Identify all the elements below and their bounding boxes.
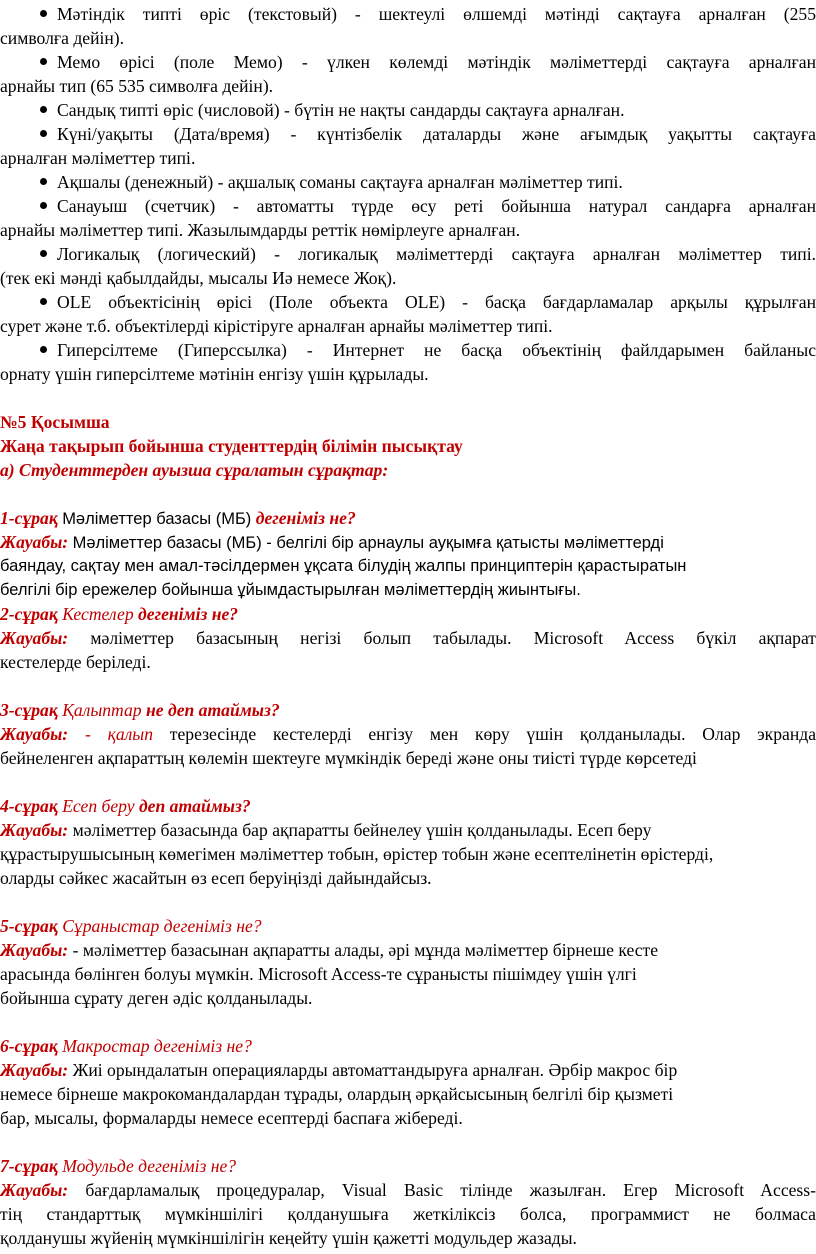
answer-5-line: арасында бөлінген болуы мүмкін. Microsoft Access-те сұранысты пішімдеу үшін үлгі <box>0 964 637 984</box>
answer-label: Жауабы: <box>0 724 69 744</box>
question-1: 1-сұрақ Мәліметтер базасы (МБ) дегеніміз не? <box>0 508 356 528</box>
bullet-icon <box>40 10 47 17</box>
bullet-icon <box>40 346 47 353</box>
bullet-icon <box>40 130 47 137</box>
appendix-title: Жаңа тақырып бойынша студенттердің білімін пысықтау <box>0 436 463 456</box>
list-item-continuation: орнату үшін гиперсілтеме мәтінін енгізу үшін құрылады. <box>0 364 429 384</box>
question-topic: Макростар дегеніміз не? <box>62 1036 252 1056</box>
list-item-continuation: (тек екі мәнді қабылдайды, мысалы Иә немесе Жоқ). <box>0 268 397 288</box>
list-item: Логикалық (логический) - логикалық мәліметтерді сақтауға арналған мәліметтер типі. <box>40 242 816 266</box>
answer-7-line: Жауабы: бағдарламалық процедуралар, Visual Basic тілінде жазылған. Егер Microsoft Access- <box>0 1180 816 1200</box>
question-topic: Есеп беру <box>62 796 135 816</box>
appendix-number: №5 Қосымша <box>0 412 110 432</box>
list-item: Күні/уақыты (Дата/время) - күнтізбелік даталарды және ағымдық уақытты сақтауға <box>40 122 816 146</box>
answer-label: Жауабы: <box>0 532 69 552</box>
answer-label: Жауабы: <box>0 1180 69 1200</box>
question-topic: Қалыптар <box>62 700 142 720</box>
question-5: 5-сұрақ Сұраныстар дегеніміз не? <box>0 916 262 936</box>
answer-2-line: Жауабы: мәліметтер базасының негізі болып табылады. Microsoft Access бүкіл ақпарат <box>0 628 816 648</box>
answer-7-line: қолданушы жүйенің мүмкіншілігін кеңейту үшін қажетті модульдер жазады. <box>0 1228 577 1248</box>
bullet-icon <box>40 106 47 113</box>
list-item-continuation: арналған мәліметтер типі. <box>0 148 196 168</box>
list-item-continuation: арнайы мәліметтер типі. Жазылымдарды реттік нөмірлеуге арналған. <box>0 220 521 240</box>
bullet-icon <box>40 298 47 305</box>
list-item: OLE объектісінің өрісі (Поле объекта OLE) - басқа бағдарламалар арқылы құрылған <box>40 290 816 314</box>
list-item: Мемо өрісі (поле Мемо) - үлкен көлемді мәтіндік мәліметтерді сақтауға арналған <box>40 50 816 74</box>
answer-7-line: тің стандарттық мүмкіншілігі қолданушыға жеткіліксіз болса, программист не болмаса <box>0 1204 816 1224</box>
question-2: 2-сұрақ Кестелер дегеніміз не? <box>0 604 239 624</box>
answer-6-line: бар, мысалы, формаларды немесе есептерді баспаға жібереді. <box>0 1108 463 1128</box>
list-item: Санауыш (счетчик) - автоматты түрде өсу реті бойынша натурал сандарға арналған <box>40 194 816 218</box>
list-item-continuation: символға дейін). <box>0 28 125 48</box>
list-item-continuation: арнайы тип (65 535 символға дейін). <box>0 76 274 96</box>
question-3: 3-сұрақ Қалыптар не деп атаймыз? <box>0 700 280 720</box>
answer-5-line: бойынша сұрату деген әдіс қолданылады. <box>0 988 313 1008</box>
answer-3-line: Жауабы: - қалып терезесінде кестелерді енгізу мен көру үшін қолданылады. Олар экранда <box>0 724 816 744</box>
answer-label: Жауабы: <box>0 940 69 960</box>
bullet-icon <box>40 250 47 257</box>
appendix-subtitle: а) Студенттерден ауызша сұралатын сұрақтар: <box>0 460 389 480</box>
answer-label: Жауабы: <box>0 1060 69 1080</box>
list-item: Сандық типті өріс (числовой) - бүтін не нақты сандарды сақтауға арналған. <box>40 98 816 122</box>
list-item-continuation: сурет және т.б. объектілерді кірістіруге арналған арнайы мәліметтер типі. <box>0 316 553 336</box>
question-topic: Модульде дегеніміз не? <box>62 1156 237 1176</box>
question-7: 7-сұрақ Модульде дегеніміз не? <box>0 1156 237 1176</box>
answer-4-line: құрастырушысының көмегімен мәліметтер тобын, өрістер тобын және есептелінетін өрістерді, <box>0 844 714 864</box>
list-item: Мәтіндік типті өріс (текстовый) - шектеулі өлшемді мәтінді сақтауға арналған (255 <box>40 2 816 26</box>
question-topic: Сұраныстар дегеніміз не? <box>62 916 262 936</box>
list-item: Ақшалы (денежный) - ақшалық соманы сақтауға арналған мәліметтер типі. <box>40 170 816 194</box>
question-4: 4-сұрақ Есеп беру деп атаймыз? <box>0 796 251 816</box>
answer-1-line: баяндау, сақтау мен амал-тәсілдермен ұқсата білудің жалпы принциптерін қарастыратын <box>0 557 687 575</box>
answer-4-line: оларды сәйкес жасайтын өз есеп беруіңізді дайындайсыз. <box>0 868 432 888</box>
answer-1-line: Жауабы: Мәліметтер базасы (МБ) - белгілі бір арнаулы ауқымға қатысты мәліметтерді <box>0 532 664 552</box>
answer-label: Жауабы: <box>0 820 69 840</box>
bullet-icon <box>40 58 47 65</box>
question-topic: Мәліметтер базасы (МБ) <box>62 510 252 528</box>
answer-2-line: кестелерде беріледі. <box>0 652 151 672</box>
answer-1-line: белгілі бір ережелер бойынша ұйымдастырылған мәліметтердің жиынтығы. <box>0 581 581 599</box>
list-item: Гиперсілтеме (Гиперссылка) - Интернет не басқа объектінің файлдарымен байланыс <box>40 338 816 362</box>
answer-6-line: Жауабы: Жиі орындалатын операцияларды автоматтандыруға арналған. Әрбір макрос бір <box>0 1060 678 1080</box>
answer-6-line: немесе бірнеше макрокомандалардан тұрады, олардың әрқайсысының белгілі бір қызметі <box>0 1084 674 1104</box>
answer-label: Жауабы: <box>0 628 69 648</box>
answer-3-line: бейнеленген ақпараттың көлемін шектеуге мүмкіндік береді және оны тиісті түрде көрсетеді <box>0 748 697 768</box>
answer-5-line: Жауабы: - мәліметтер базасынан ақпаратты алады, әрі мұнда мәліметтер бірнеше кесте <box>0 940 659 960</box>
bullet-icon <box>40 178 47 185</box>
answer-4-line: Жауабы: мәліметтер базасында бар ақпаратты бейнелеу үшін қолданылады. Есеп беру <box>0 820 652 840</box>
question-6: 6-сұрақ Макростар дегеніміз не? <box>0 1036 252 1056</box>
bullet-icon <box>40 202 47 209</box>
question-topic: Кестелер <box>62 604 134 624</box>
